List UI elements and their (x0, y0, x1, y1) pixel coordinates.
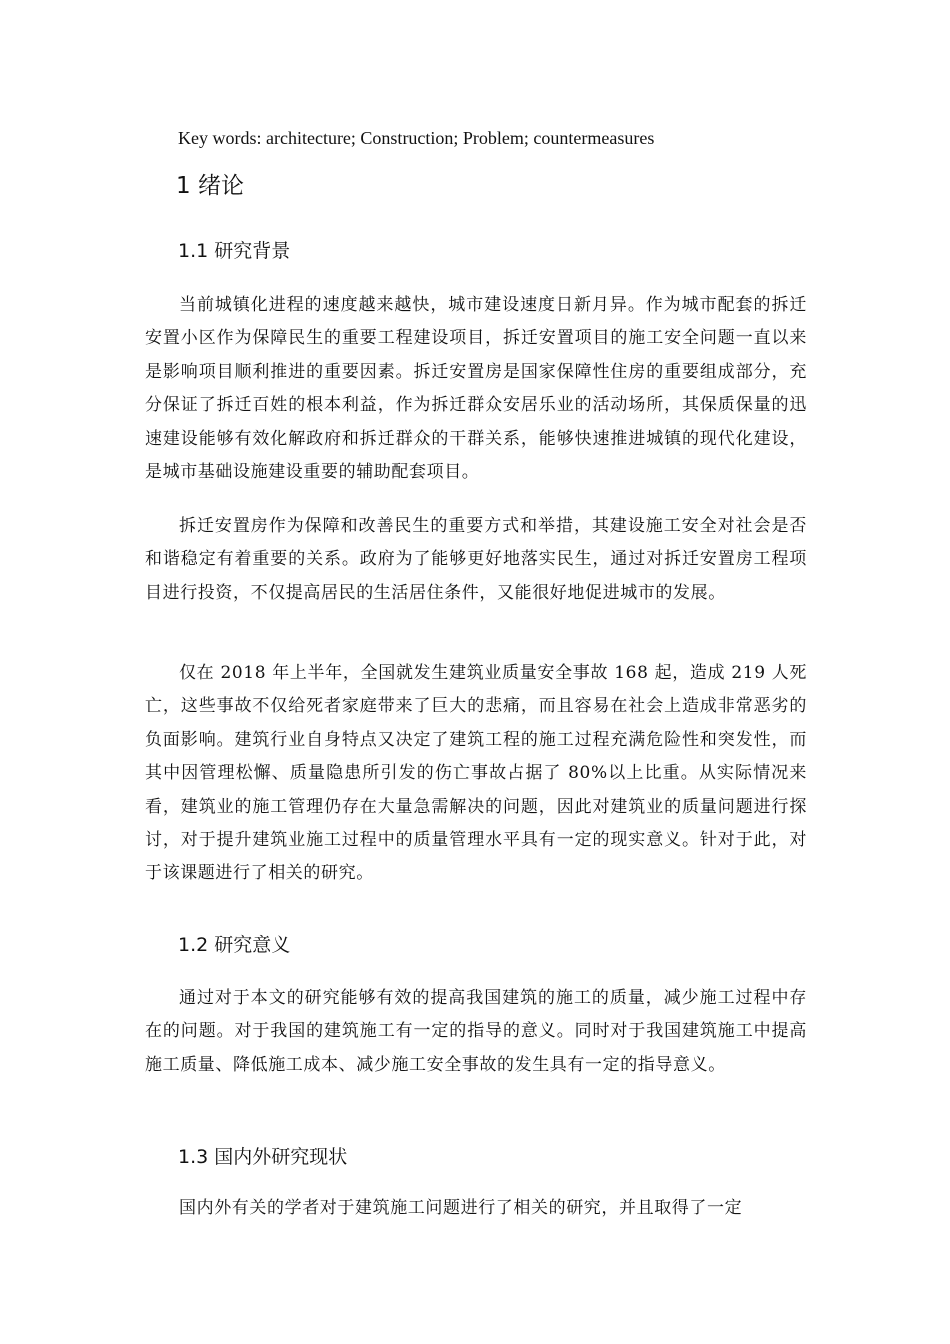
paragraph-1-1-c: 仅在 2018 年上半年，全国就发生建筑业质量安全事故 168 起，造成 219 人死亡，这些事故不仅给死者家庭带来了巨大的悲痛，而且容易在社会上造成非常恶劣的负面影响。建筑行业自身特点又决定了建筑工程的施工过程充满危险性和突发性，而其中因管理松懈、质量隐患所引发的伤亡事故占据了 80%以上比重。从实际情况来看，建筑业的施工管理仍存在大量急需解决的问题，因此对建筑业的质量问题进行探讨，对于提升建筑业施工过程中的质量管理水平具有一定的现实意义。针对于此，对于该课题进行了相关的研究。 (145, 663, 807, 884)
section-heading-1-2: 1.2 研究意义 (178, 934, 291, 956)
section-heading-1-3: 1.3 国内外研究现状 (178, 1146, 348, 1168)
paragraph-1-1-b: 拆迁安置房作为保障和改善民生的重要方式和举措，其建设施工安全对社会是否和谐稳定有着重要的关系。政府为了能够更好地落实民生，通过对拆迁安置房工程项目进行投资，不仅提高居民的生活居住条件，又能很好地促进城市的发展。 (145, 516, 807, 603)
paragraph-1-3-a: 国内外有关的学者对于建筑施工问题进行了相关的研究，并且取得了一定 (179, 1198, 743, 1218)
chapter-title: 1 绪论 (176, 173, 244, 199)
section-heading-1-1: 1.1 研究背景 (178, 240, 291, 262)
paragraph-1-2-a: 通过对于本文的研究能够有效的提高我国建筑的施工的质量，减少施工过程中存在的问题。对于我国的建筑施工有一定的指导的意义。同时对于我国建筑施工中提高施工质量、降低施工成本、减少施工安全事故的发生具有一定的指导意义。 (145, 988, 807, 1075)
keywords-line: Key words: architecture; Construction; Problem; countermeasures (178, 128, 655, 148)
paragraph-1-1-a: 当前城镇化进程的速度越来越快，城市建设速度日新月异。作为城市配套的拆迁安置小区作为保障民生的重要工程建设项目，拆迁安置项目的施工安全问题一直以来是影响项目顺利推进的重要因素。拆迁安置房是国家保障性住房的重要组成部分，充分保证了拆迁百姓的根本利益，作为拆迁群众安居乐业的活动场所，其保质保量的迅速建设能够有效化解政府和拆迁群众的干群关系，能够快速推进城镇的现代化建设，是城市基础设施建设重要的辅助配套项目。 (145, 295, 807, 483)
